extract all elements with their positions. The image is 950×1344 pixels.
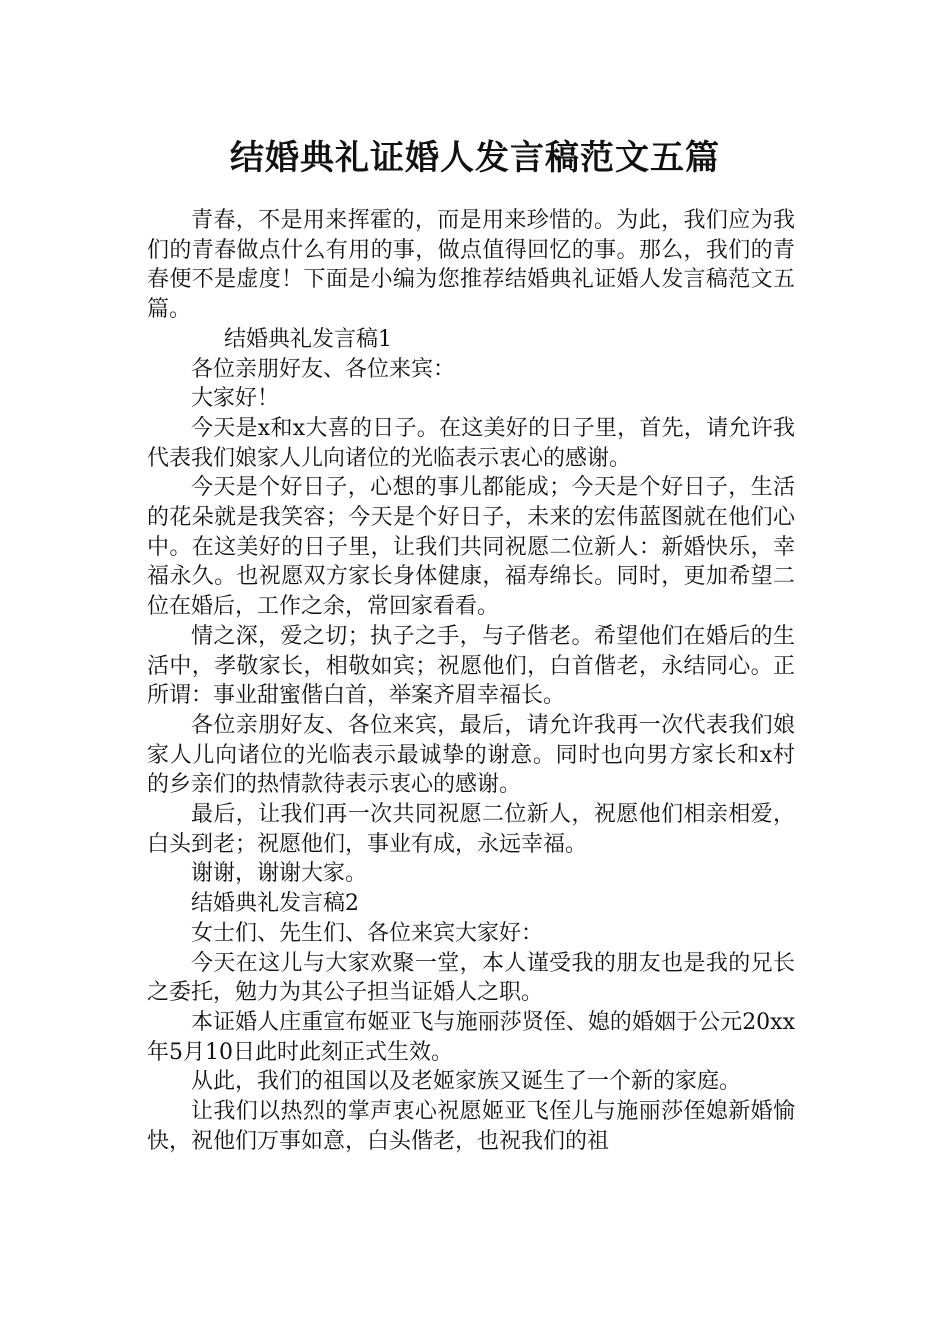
- salutation-paragraph: 各位亲朋好友、各位来宾：: [191, 356, 456, 382]
- body-paragraph: 从此，我们的祖国以及老姬家族又诞生了一个新的家庭。: [191, 1069, 742, 1095]
- body-paragraph: 今天是个好日子，心想的事儿都能成；今天是个好日子，生活的花朵就是我笑容；今天是个好日子，未来的宏伟蓝图就在他们心中。在这美好的日子里，让我们共同祝愿二位新人：新婚快乐，幸福永久。也祝愿双方家长身体健康，福寿绵长。同时，更加希望二位在婚后，工作之余，常回家看看。: [147, 475, 795, 620]
- salutation-paragraph: 女士们、先生们、各位来宾大家好：: [191, 920, 544, 946]
- closing-paragraph: 谢谢，谢谢大家。: [191, 861, 368, 887]
- body-paragraph: 今天是x和x大喜的日子。在这美好的日子里，首先，请允许我代表我们娘家人儿向诸位的光临表示衷心的感谢。: [147, 415, 795, 471]
- document-title: 结婚典礼证婚人发言稿范文五篇: [230, 138, 720, 178]
- body-paragraph: 本证婚人庄重宣布姬亚飞与施丽莎贤侄、媳的婚姻于公元20xx年5月10日此时此刻正式生效。: [147, 1009, 795, 1065]
- greeting-paragraph: 大家好！: [191, 386, 280, 412]
- body-paragraph: 情之深，爱之切；执子之手，与子偕老。希望他们在婚后的生活中，孝敬家长，相敬如宾；祝愿他们，白首偕老，永结同心。正所谓：事业甜蜜偕白首，举案齐眉幸福长。: [147, 623, 795, 709]
- body-paragraph: 今天在这儿与大家欢聚一堂，本人谨受我的朋友也是我的兄长之委托，勉力为其公子担当证婚人之职。: [147, 950, 795, 1006]
- section-heading-speech-2: 结婚典礼发言稿2: [191, 891, 359, 917]
- body-paragraph: 最后，让我们再一次共同祝愿二位新人，祝愿他们相亲相爱，白头到老；祝愿他们，事业有成，永远幸福。: [147, 802, 795, 857]
- body-paragraph: 各位亲朋好友、各位来宾，最后，请允许我再一次代表我们娘家人儿向诸位的光临表示最诚挚的谢意。同时也向男方家长和x村的乡亲们的热情款待表示衷心的感谢。: [147, 712, 795, 798]
- body-paragraph: 让我们以热烈的掌声衷心祝愿姬亚飞侄儿与施丽莎侄媳新婚愉快，祝他们万事如意，白头偕老，也祝我们的祖: [147, 1099, 795, 1154]
- document-body: [147, 206, 795, 1157]
- intro-paragraph: 青春，不是用来挥霍的，而是用来珍惜的。为此，我们应为我们的青春做点什么有用的事，做点值得回忆的事。那么，我们的青春便不是虚度！下面是小编为您推荐结婚典礼证婚人发言稿范文五篇。: [147, 208, 795, 323]
- section-heading-speech-1: 结婚典礼发言稿1: [224, 326, 392, 352]
